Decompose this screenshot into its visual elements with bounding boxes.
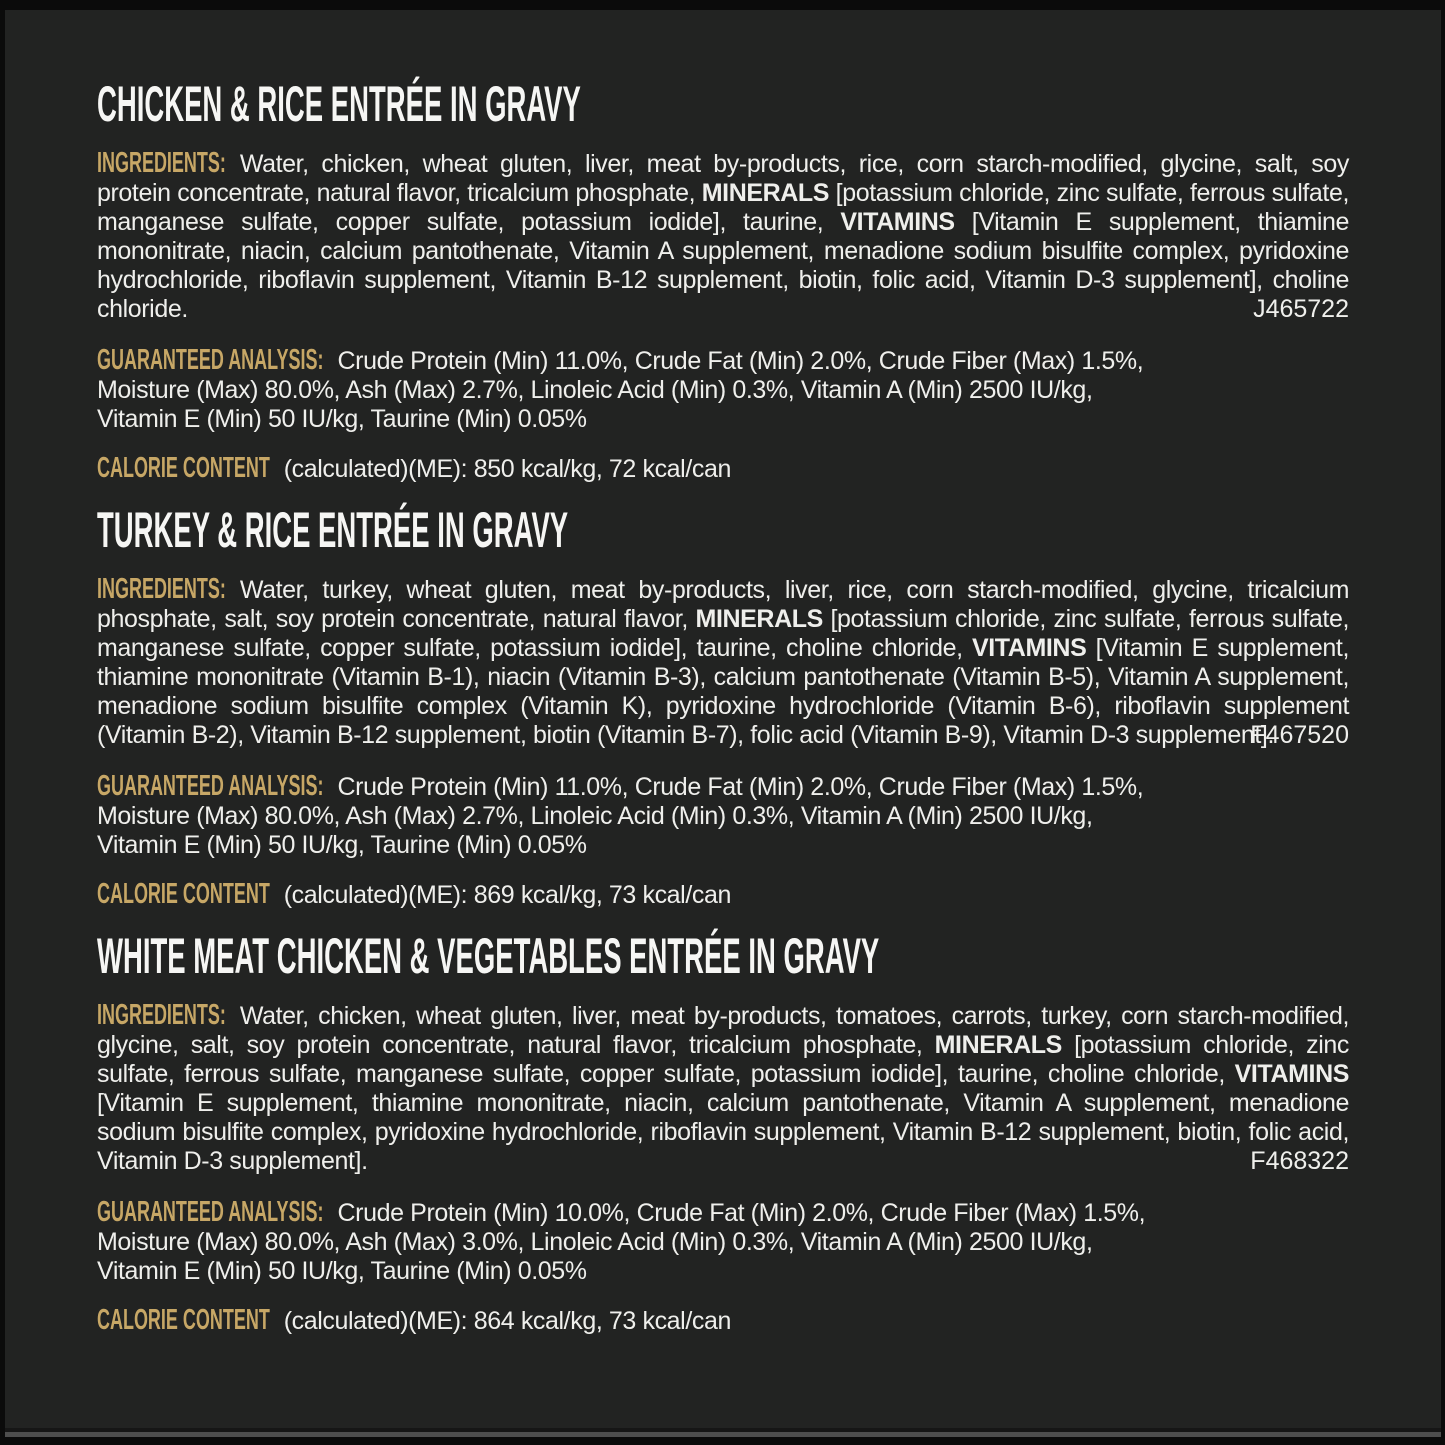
ingredients-label: INGREDIENTS: <box>97 147 226 179</box>
ga-line-2: Moisture (Max) 80.0%, Ash (Max) 3.0%, Linoleic Acid (Min) 0.3%, Vitamin A (Min) 2500 IU/kg, <box>97 1228 1093 1256</box>
pet-food-label-panel <box>5 10 1441 1437</box>
guaranteed-analysis-paragraph <box>97 346 1349 434</box>
vitamins-keyword: VITAMINS <box>840 208 955 236</box>
product-title <box>97 928 1349 984</box>
product-section-chicken-rice <box>97 76 1349 484</box>
calorie-content-label: CALORIE CONTENT <box>97 452 270 484</box>
minerals-keyword: MINERALS <box>695 605 823 633</box>
ingredients-text-3: [Vitamin E supplement, thiamine mononitrate, niacin, calcium pantothenate, Vitamin A supplement, menadione sodium bisulfite complex, pyridoxine hydrochloride, riboflavin supplement, Vitamin B-12 supplement, biotin, folic acid, Vitamin D-3 supplement]. <box>97 1089 1349 1175</box>
calorie-content-paragraph <box>97 454 1349 484</box>
vitamins-keyword: VITAMINS <box>1234 1060 1349 1088</box>
guaranteed-analysis-paragraph <box>97 772 1349 860</box>
ingredients-text-3: [Vitamin E supplement, thiamine mononitrate, niacin, calcium pantothenate, Vitamin A supplement, menadione sodium bisulfite complex, pyridoxine hydrochloride, riboflavin supplement, Vitamin B-12 supplement, biotin, folic acid, Vitamin D-3 supplement], choline chloride. <box>97 208 1349 323</box>
product-title-text: TURKEY & RICE ENTRÉE IN GRAVY <box>97 502 569 558</box>
guaranteed-analysis-label: GUARANTEED ANALYSIS: <box>97 344 324 376</box>
formula-code: F468322 <box>1250 1147 1349 1175</box>
ingredients-text-1: Water, chicken, wheat gluten, liver, meat by-products, rice, corn starch-modified, glycine, salt, soy protein concentrate, natural flavor, tricalcium phosphate, <box>97 150 1349 207</box>
ingredients-text-2: [potassium chloride, zinc sulfate, ferrous sulfate, manganese sulfate, copper sulfate, potassium iodide], taurine, choline chloride, <box>97 1031 1349 1088</box>
ga-line-2: Moisture (Max) 80.0%, Ash (Max) 2.7%, Linoleic Acid (Min) 0.3%, Vitamin A (Min) 2500 IU/kg, <box>97 802 1093 830</box>
product-title <box>97 502 1349 558</box>
label-edge-bottom <box>5 1432 1441 1437</box>
minerals-keyword: MINERALS <box>934 1031 1062 1059</box>
calorie-content-label: CALORIE CONTENT <box>97 1304 270 1336</box>
ga-line-3: Vitamin E (Min) 50 IU/kg, Taurine (Min) 0.05% <box>97 1257 587 1285</box>
formula-code: J465722 <box>1253 295 1349 323</box>
guaranteed-analysis-label: GUARANTEED ANALYSIS: <box>97 770 324 802</box>
ingredients-text-2: [potassium chloride, zinc sulfate, ferrous sulfate, manganese sulfate, copper sulfate, potassium iodide], taurine, choline chloride, <box>97 605 1349 662</box>
calorie-content-value: (calculated)(ME): 869 kcal/kg, 73 kcal/can <box>283 881 731 909</box>
ingredients-label: INGREDIENTS: <box>97 999 226 1031</box>
product-title-text: CHICKEN & RICE ENTRÉE IN GRAVY <box>97 76 581 132</box>
ingredients-paragraph <box>97 1001 1349 1176</box>
ingredients-label: INGREDIENTS: <box>97 573 226 605</box>
ingredients-text-2: [potassium chloride, zinc sulfate, ferrous sulfate, manganese sulfate, copper sulfate, potassium iodide], taurine, <box>97 179 1349 236</box>
product-title-text: WHITE MEAT CHICKEN & VEGETABLES ENTRÉE IN GRAVY <box>97 928 880 984</box>
ga-line-1: Crude Protein (Min) 10.0%, Crude Fat (Min) 2.0%, Crude Fiber (Max) 1.5%, <box>337 1199 1146 1227</box>
ga-line-3: Vitamin E (Min) 50 IU/kg, Taurine (Min) 0.05% <box>97 405 587 433</box>
label-content <box>5 10 1441 1336</box>
ga-line-2: Moisture (Max) 80.0%, Ash (Max) 2.7%, Linoleic Acid (Min) 0.3%, Vitamin A (Min) 2500 IU/kg, <box>97 376 1093 404</box>
product-section-turkey-rice <box>97 502 1349 910</box>
calorie-content-value: (calculated)(ME): 850 kcal/kg, 72 kcal/can <box>283 455 731 483</box>
product-title <box>97 76 1349 132</box>
ingredients-text-3: [Vitamin E supplement, thiamine mononitrate (Vitamin B-1), niacin (Vitamin B-3), calcium pantothenate (Vitamin B-5), Vitamin A supplement, menadione sodium bisulfite complex (Vitamin K), pyridoxine hydrochloride (Vitamin B-6), riboflavin supplement (Vitamin B-2), Vitamin B-12 supplement, biotin (Vitamin B-7), folic acid (Vitamin B-9), Vitamin D-3 supplement]. <box>97 634 1349 749</box>
calorie-content-label: CALORIE CONTENT <box>97 878 270 910</box>
guaranteed-analysis-paragraph <box>97 1198 1349 1286</box>
product-section-white-meat-chicken-vegetables <box>97 928 1349 1336</box>
ga-line-1: Crude Protein (Min) 11.0%, Crude Fat (Min) 2.0%, Crude Fiber (Max) 1.5%, <box>337 347 1144 375</box>
formula-code: F467520 <box>1250 721 1349 749</box>
ingredients-paragraph <box>97 149 1349 324</box>
ga-line-3: Vitamin E (Min) 50 IU/kg, Taurine (Min) 0.05% <box>97 831 587 859</box>
calorie-content-value: (calculated)(ME): 864 kcal/kg, 73 kcal/can <box>283 1307 731 1335</box>
ingredients-text-1: Water, chicken, wheat gluten, liver, meat by-products, tomatoes, carrots, turkey, corn starch-modified, glycine, salt, soy protein concentrate, natural flavor, tricalcium phosphate, <box>97 1002 1349 1059</box>
ingredients-paragraph <box>97 575 1349 750</box>
calorie-content-paragraph <box>97 1306 1349 1336</box>
ingredients-text-1: Water, turkey, wheat gluten, meat by-products, liver, rice, corn starch-modified, glycine, tricalcium phosphate, salt, soy protein concentrate, natural flavor, <box>97 576 1349 633</box>
vitamins-keyword: VITAMINS <box>971 634 1087 662</box>
minerals-keyword: MINERALS <box>701 179 830 207</box>
calorie-content-paragraph <box>97 880 1349 910</box>
guaranteed-analysis-label: GUARANTEED ANALYSIS: <box>97 1196 324 1228</box>
ga-line-1: Crude Protein (Min) 11.0%, Crude Fat (Min) 2.0%, Crude Fiber (Max) 1.5%, <box>337 773 1144 801</box>
